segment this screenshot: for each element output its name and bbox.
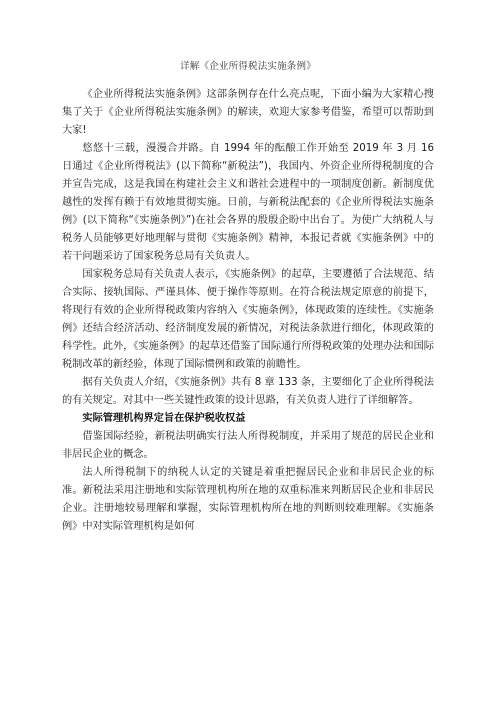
paragraph-legal-person-tax: 借鉴国际经验，新税法明确实行法人所得税制度，并采用了规范的居民企业和非居民企业的概念。 — [62, 431, 434, 460]
section-heading: 实际管理机构界定旨在保护税收权益 — [82, 413, 246, 424]
paragraph-drafting-principles: 国家税务总局有关负责人表示，《实施条例》的起草，主要遵循了合法规范、结合实际、接轨国际、严谨具体、便于操作等原则。在符合税法规定原意的前提下，将现行有效的企业所得税政策内容纳入《实施条例》，体现政策的连续性。《实施条例》还结合经济活动、经济制度发展的新情况，对税法条款进行细化，体现政策的科学性。此外，《实施条例》的起草还借鉴了国际通行所得税政策的处理办法和国际税制改革的新经验，体现了国际惯例和政策的前瞻性。 — [62, 269, 434, 370]
paragraph-intro: 《企业所得税法实施条例》这部条例存在什么亮点呢，下面小编为大家精心搜集了关于《企业所得税法实施条例》的解读，欢迎大家参考借鉴，希望可以帮助到大家! — [62, 89, 434, 136]
paragraph-background: 悠悠十三载，漫漫合并路。自 1994 年的酝酿工作开始至 2019 年 3 月 16 日通过《企业所得税法》(以下简称“新税法”)，我国内、外资企业所得税制度的合并宣告完成，这是我国在构建社会主义和谐社会进程中的一项制度创新。新制度优越性的发挥有赖于有效地贯彻实施。日前，与新税法配套的《企业所得税法实施条例》(以下简称“《实施条例》”)在社会各界的殷殷企盼中出台了。为使广大纳税人与税务人员能够更好地理解与贯彻《实施条例》精神，本报记者就《实施条例》中的若干问题采访了国家税务总局有关负责人。 — [62, 143, 434, 262]
document-body — [62, 86, 434, 536]
paragraph-resident-criteria: 法人所得税制下的纳税人认定的关键是着重把握居民企业和非居民企业的标准。新税法采用注册地和实际管理机构所在地的双重标准来判断居民企业和非居民企业。注册地较易理解和掌握，实际管理机构所在地的判断则较难理解。《实施条例》中对实际管理机构是如何 — [62, 467, 434, 532]
paragraph-structure: 据有关负责人介绍，《实施条例》共有 8 章 133 条，主要细化了企业所得税法的有关规定。对其中一些关键性政策的设计思路，有关负责人进行了详细解答。 — [62, 377, 434, 406]
document-title: 详解《企业所得税法实施条例》 — [180, 61, 316, 72]
